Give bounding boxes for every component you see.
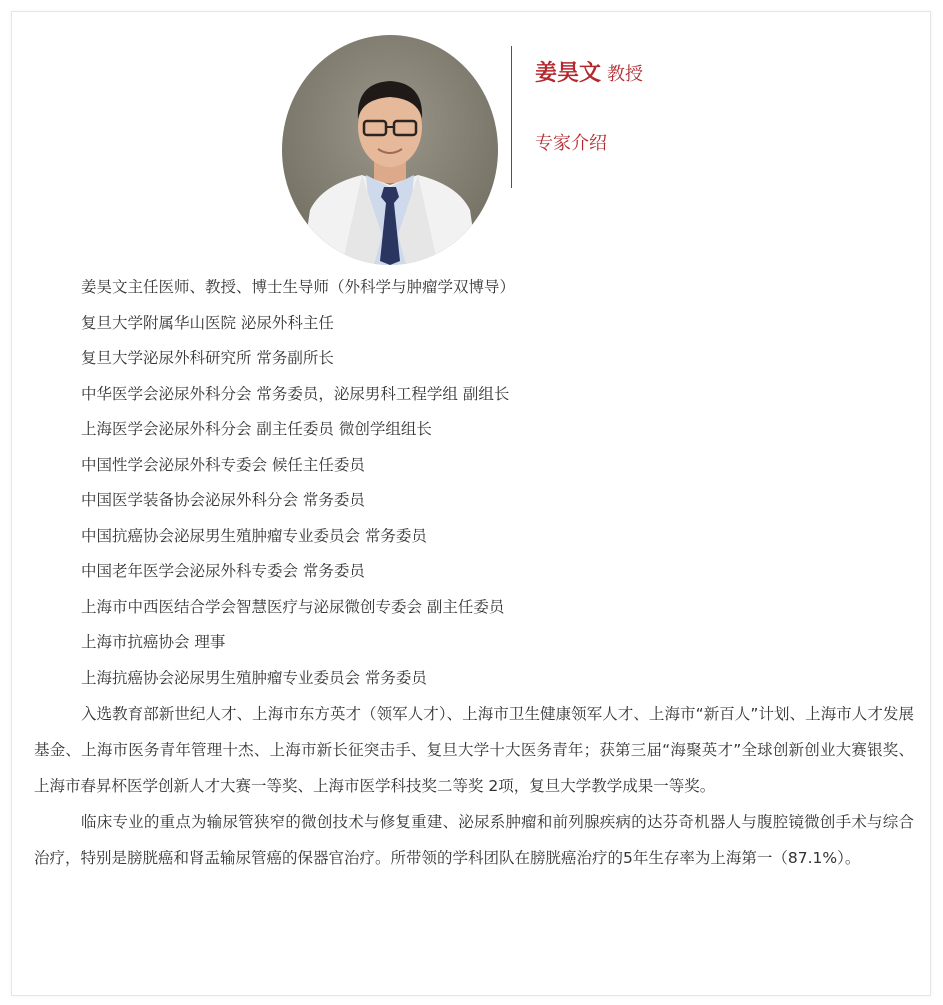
- position-line: 中国性学会泌尿外科专委会 候任主任委员: [81, 455, 365, 474]
- header-divider: [511, 46, 512, 188]
- position-line: 中国医学装备协会泌尿外科分会 常务委员: [81, 491, 365, 509]
- position-line: 上海市抗癌协会 理事: [81, 633, 226, 651]
- position-line: 姜昊文主任医师、教授、博士生导师（外科学与肿瘤学双博导）: [81, 278, 516, 296]
- position-line: 复旦大学泌尿外科研究所 常务副所长: [81, 349, 334, 367]
- position-line: 中华医学会泌尿外科分会 常务委员，泌尿男科工程学组 副组长: [81, 384, 510, 403]
- position-line: 中国老年医学会泌尿外科专委会 常务委员: [81, 562, 365, 580]
- section-subtitle: 专家介绍: [535, 133, 607, 154]
- position-line: 上海市中西医结合学会智慧医疗与泌尿微创专委会 副主任委员: [81, 597, 505, 616]
- position-line: 上海医学会泌尿外科分会 副主任委员 微创学组组长: [81, 420, 432, 438]
- position-line: 复旦大学附属华山医院 泌尿外科主任: [81, 313, 334, 332]
- clinical-paragraph: 临床专业的重点为输尿管狭窄的微创技术与修复重建、泌尿系肿瘤和前列腺疾病的达芬奇机器人与腹腔镜微创手术与综合治疗，特别是膀胱癌和肾盂输尿管癌的保器官治疗。所带领的学科团队在膀胱癌治疗的5年生存率为上海第一（87.1%）。: [34, 813, 914, 867]
- position-line: 上海抗癌协会泌尿男生殖肿瘤专业委员会 常务委员: [81, 668, 427, 687]
- profile-card: [11, 11, 931, 996]
- header-name-row: [535, 56, 643, 87]
- portrait-photo: [282, 35, 498, 265]
- expert-name: 姜昊文: [535, 61, 602, 86]
- honors-paragraph: 入选教育部新世纪人才、上海市东方英才（领军人才）、上海市卫生健康领军人才、上海市“新百人”计划、上海市人才发展基金、上海市医务青年管理十杰、上海市新长征突击手、复旦大学十大医务青年；获第三届“海聚英才”全球创新创业大赛银奖、上海市春昇杯医学创新人才大赛一等奖、上海市医学科技奖二等奖 2项，复旦大学教学成果一等奖。: [34, 705, 914, 795]
- portrait-image: [282, 35, 498, 265]
- expert-title: 教授: [607, 64, 644, 85]
- position-line: 中国抗癌协会泌尿男生殖肿瘤专业委员会 常务委员: [81, 526, 427, 545]
- bio-content: [34, 270, 914, 876]
